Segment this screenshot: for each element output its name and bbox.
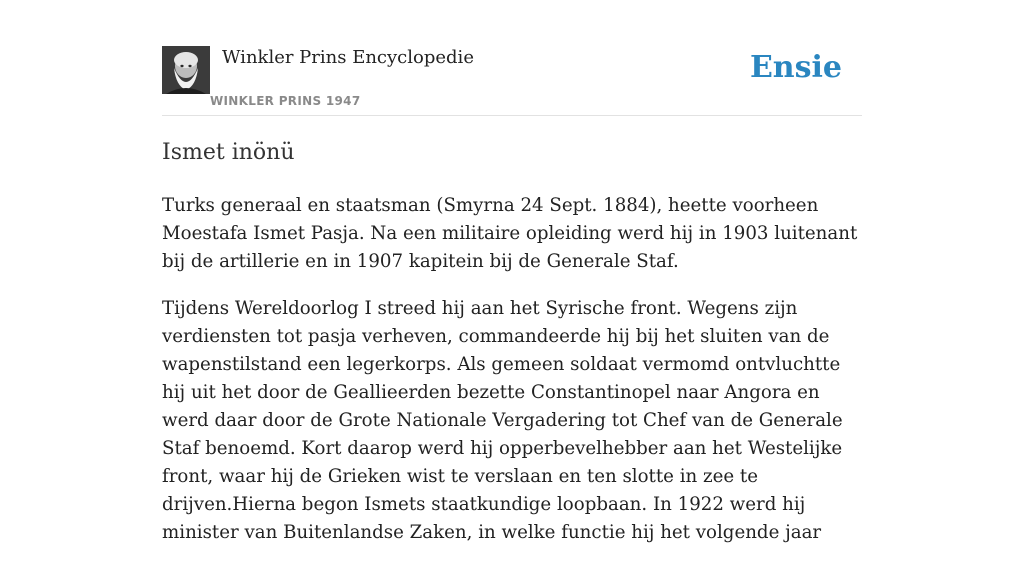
source-subtitle[interactable]: WINKLER PRINS 1947 [210, 94, 361, 108]
article-body [162, 192, 862, 566]
article-paragraph: Turks generaal en staatsman (Smyrna 24 Sept. 1884), heette voorheen Moestafa Ismet Pasja. Na een militaire opleiding werd hij in 1903 luitenant bij de artillerie en in 1907 kapitein bij de Generale Staf. [162, 195, 858, 272]
brand-logo[interactable]: Ensie [749, 50, 842, 85]
source-title[interactable]: Winkler Prins Encyclopedie [222, 47, 474, 68]
article-paragraph: Tijdens Wereldoorlog I streed hij aan het Syrische front. Wegens zijn verdiensten tot pasja verheven, commandeerde hij bij het sluiten van de wapenstilstand een legerkorps. Als gemeen soldaat vermomd ontvluchtte hij uit het door de Geallieerden bezette Constantinopel naar Angora en werd daar door de Grote Nationale Vergadering tot Chef van de Generale Staf benoemd. Kort daarop werd hij opperbevelhebber aan het Westelijke front, waar hij de Grieken wist te verslaan en ten slotte in zee te drijven.Hierna begon Ismets staatkundige loopbaan. In 1922 werd hij minister van Buitenlandse Zaken, in welke functie hij het volgende jaar [162, 298, 843, 543]
source-avatar[interactable] [162, 46, 210, 94]
article-title: Ismet inönü [162, 140, 295, 165]
source-header [162, 46, 862, 116]
portrait-icon [162, 46, 210, 94]
